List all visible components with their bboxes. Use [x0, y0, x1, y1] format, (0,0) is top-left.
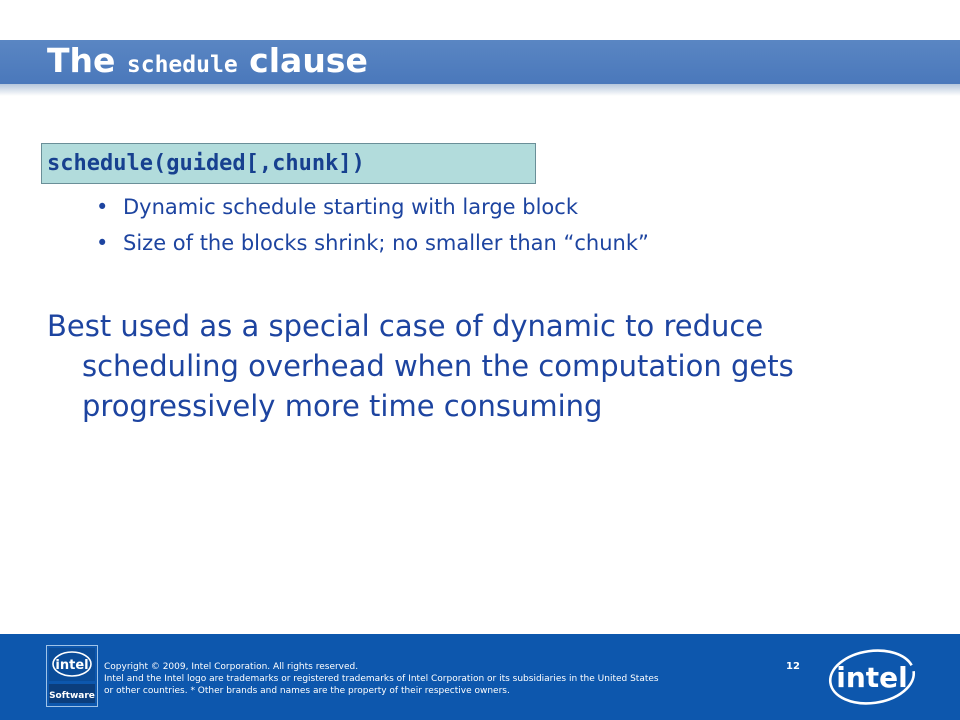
- intel-logo: [827, 645, 917, 707]
- page-number: 12: [786, 661, 800, 672]
- paragraph-line: scheduling overhead when the computation gets: [82, 349, 794, 383]
- title-bar-shadow: [0, 84, 960, 96]
- intel-software-logo: [46, 645, 98, 707]
- bullet-text: Size of the blocks shrink; no smaller than “chunk”: [123, 231, 649, 255]
- software-logo-label: Software: [49, 691, 95, 701]
- bullet-dot: •: [96, 231, 109, 255]
- body-paragraph: [47, 306, 927, 426]
- copyright-line: Copyright © 2009, Intel Corporation. All rights reserved.: [104, 662, 359, 672]
- bullet-dot: •: [96, 195, 109, 219]
- footer-copyright: [104, 661, 804, 697]
- paragraph-line: progressively more time consuming: [82, 389, 603, 423]
- trademark-line: or other countries. * Other brands and names are the property of their respective owners.: [104, 686, 510, 696]
- slide-title: [47, 40, 368, 84]
- trademark-line: Intel and the Intel logo are trademarks or registered trademarks of Intel Corporation or its subsidiaries in the United States: [104, 674, 659, 684]
- bullet-list: [90, 189, 890, 261]
- title-code: schedule: [126, 52, 238, 78]
- title-prefix: The: [47, 41, 116, 80]
- bullet-item: [90, 225, 890, 261]
- bullet-text: Dynamic schedule starting with large block: [123, 195, 578, 219]
- software-logo-brand: intel: [55, 658, 89, 673]
- intel-logo-brand: intel: [836, 661, 908, 694]
- title-suffix: clause: [249, 41, 368, 80]
- bullet-item: [90, 189, 890, 225]
- paragraph-line: Best used as a special case of dynamic to reduce: [47, 309, 764, 343]
- code-text: schedule(guided[,chunk]): [47, 151, 365, 176]
